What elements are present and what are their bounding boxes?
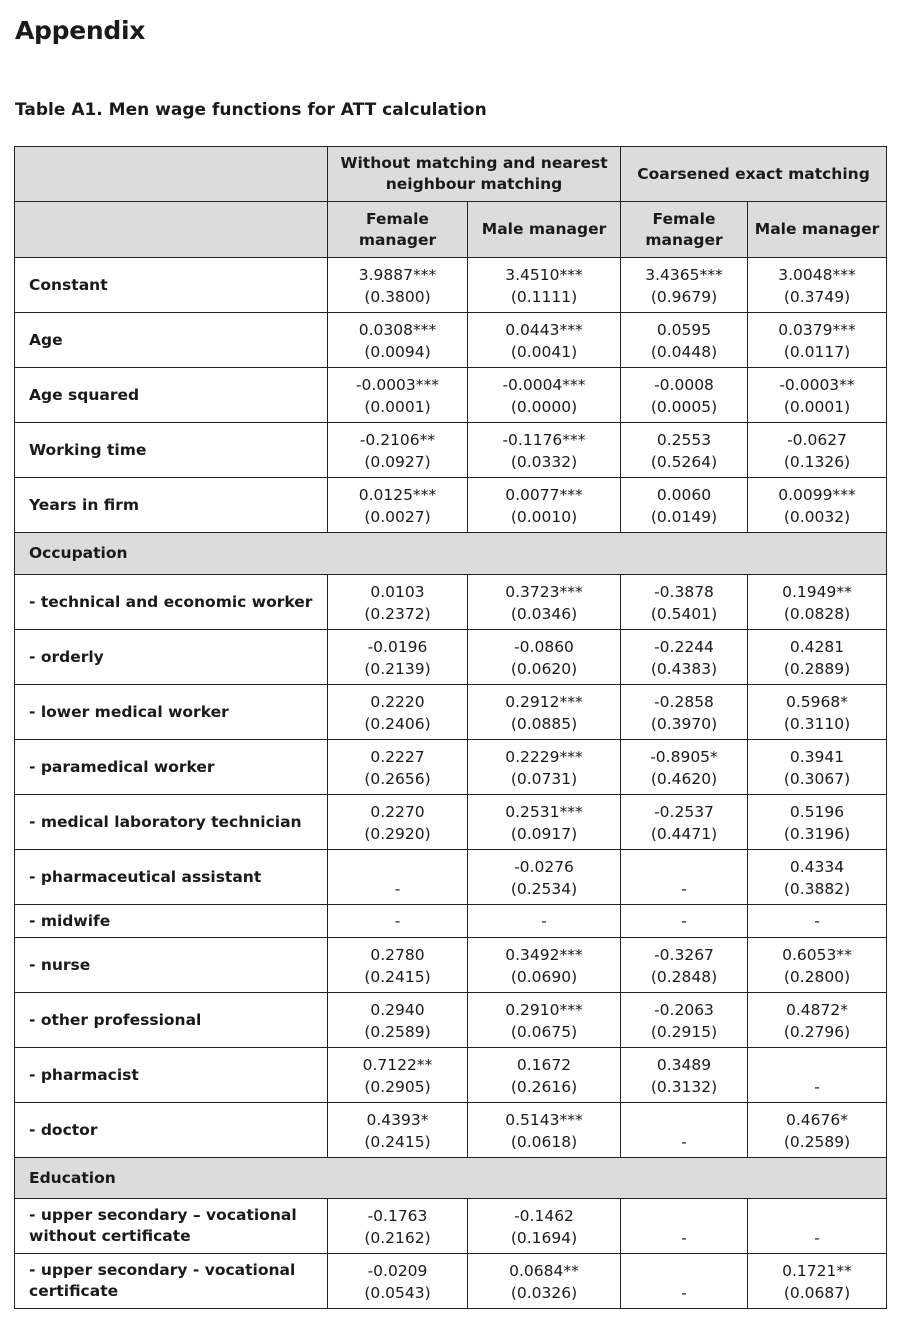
table-row [15,993,887,1048]
row-label: - paramedical worker [15,740,328,795]
standard-error: (0.2589) [783,1133,851,1151]
value-cell [748,1199,887,1254]
row-label: - upper secondary – vocational without certificate [15,1199,328,1254]
section-row [15,533,887,575]
value-cell [468,313,621,368]
standard-error: (0.0094) [364,343,431,361]
coefficient [328,856,467,878]
standard-error: (0.5401) [650,605,718,623]
standard-error: (0.4383) [650,660,718,678]
standard-error: (0.0543) [364,1284,431,1302]
value-cell [328,1103,468,1158]
coefficient: -0.0860 [514,638,574,656]
value-cell [468,258,621,313]
value-cell [748,850,887,905]
standard-error: (0.0346) [510,605,578,623]
value-cell: - [748,905,887,938]
row-label: Years in firm [15,478,328,533]
standard-error: (0.0005) [650,398,718,416]
value-cell [621,850,748,905]
coefficient: -0.0196 [367,638,428,656]
coefficient: -0.0627 [787,431,847,449]
coefficient: 0.2270 [370,803,425,821]
value-cell [748,478,887,533]
table-row [15,740,887,795]
coefficient: 0.4393* [366,1111,429,1129]
coefficient [621,856,747,878]
value-cell [621,685,748,740]
row-label: - medical laboratory technician [15,795,328,850]
subheader-female-manager: Female manager [621,202,748,258]
coefficient: -0.0003*** [355,376,440,394]
standard-error: (0.2796) [783,1023,851,1041]
standard-error: (0.0326) [510,1284,578,1302]
coefficient: 0.5968* [786,693,849,711]
coefficient: -0.2244 [654,638,714,656]
standard-error: - [681,1133,687,1151]
value-cell [468,740,621,795]
standard-error: (0.2616) [510,1078,578,1096]
value-cell [621,938,748,993]
coefficient: -0.1462 [514,1207,574,1225]
value-cell [748,1254,887,1309]
standard-error: (0.0620) [510,660,578,678]
table-row [15,1048,887,1103]
standard-error: (0.0117) [783,343,851,361]
standard-error: (0.0027) [364,508,431,526]
coefficient: 0.2229*** [505,748,583,766]
standard-error: (0.0001) [364,398,431,416]
page-heading: Appendix [15,16,146,45]
standard-error: (0.0041) [510,343,578,361]
value-cell [621,740,748,795]
coefficient: 0.0308*** [358,321,437,339]
standard-error: (0.3132) [650,1078,718,1096]
table-row [15,850,887,905]
coefficient: 0.2553 [656,431,712,449]
wage-functions-table [14,146,887,1309]
value-cell [621,478,748,533]
standard-error: (0.0687) [783,1284,851,1302]
standard-error: - [394,880,401,898]
coefficient: 0.0443*** [505,321,583,339]
value-cell [328,478,468,533]
coefficient: -0.8905* [650,748,718,766]
standard-error: (0.3196) [783,825,851,843]
value-cell [748,740,887,795]
value-cell [748,575,887,630]
standard-error: (0.2162) [364,1229,431,1247]
row-label: - nurse [15,938,328,993]
value-cell [748,1103,887,1158]
subheader-female-manager: Female manager [328,202,468,258]
standard-error: - [681,1229,687,1247]
standard-error: (0.0332) [510,453,578,471]
value-cell [621,423,748,478]
coefficient: -0.2063 [654,1001,714,1019]
standard-error: (0.3800) [364,288,431,306]
coefficient: 0.0060 [656,486,712,504]
standard-error: (0.2656) [364,770,431,788]
coefficient: 0.7122** [362,1056,433,1074]
value-cell [621,993,748,1048]
value-cell [468,1254,621,1309]
coefficient: 0.5196 [789,803,845,821]
coefficient: 0.0595 [656,321,712,339]
value-cell [468,368,621,423]
coefficient: -0.0004*** [502,376,586,394]
table-row [15,258,887,313]
row-label: - orderly [15,630,328,685]
standard-error: (0.2905) [364,1078,431,1096]
value-cell [328,993,468,1048]
standard-error: (0.2415) [364,1133,431,1151]
value-cell [621,575,748,630]
standard-error: (0.0675) [510,1023,578,1041]
coefficient: -0.1176*** [502,431,586,449]
value-cell [621,1199,748,1254]
coefficient: -0.1763 [367,1207,428,1225]
table-row [15,630,887,685]
coefficient: 3.4365*** [645,266,723,284]
standard-error: (0.2534) [510,880,578,898]
coefficient: 0.1721** [782,1262,852,1280]
table-row [15,313,887,368]
value-cell [328,850,468,905]
coefficient: 0.2531*** [505,803,583,821]
standard-error: (0.1694) [510,1229,578,1247]
standard-error: - [814,1078,820,1096]
coefficient: 0.2227 [370,748,425,766]
coefficient: 0.4676* [786,1111,849,1129]
subheader-male-manager: Male manager [468,202,621,258]
value-cell [748,795,887,850]
value-cell [328,575,468,630]
coefficient: -0.0209 [367,1262,428,1280]
standard-error: (0.0618) [510,1133,578,1151]
value-cell: - [328,905,468,938]
standard-error: (0.2406) [364,715,431,733]
standard-error: (0.2889) [783,660,851,678]
group-header-no-matching: Without matching and nearest neighbour matching [328,147,621,202]
table-row [15,685,887,740]
standard-error: - [814,1229,820,1247]
coefficient [621,1260,747,1282]
standard-error: (0.4620) [650,770,718,788]
standard-error: (0.1111) [510,288,578,306]
value-cell [328,313,468,368]
standard-error: (0.0000) [510,398,578,416]
coefficient: 0.3489 [656,1056,712,1074]
table-row [15,938,887,993]
value-cell [621,795,748,850]
coefficient: -0.2537 [654,803,714,821]
value-cell [468,478,621,533]
coefficient: 0.2220 [370,693,425,711]
value-cell [328,258,468,313]
value-cell [748,993,887,1048]
coefficient [748,1054,886,1076]
standard-error: (0.0032) [783,508,851,526]
table-row [15,423,887,478]
value-cell [748,423,887,478]
value-cell [748,938,887,993]
standard-error: (0.3749) [783,288,851,306]
standard-error: (0.0828) [783,605,851,623]
coefficient: 0.2910*** [505,1001,583,1019]
coefficient: 0.2912*** [505,693,583,711]
standard-error: (0.2848) [650,968,718,986]
standard-error: (0.2372) [364,605,431,623]
corner-subheader-cell [15,202,328,258]
value-cell [748,368,887,423]
section-label: Education [15,1158,887,1199]
group-header-cem: Coarsened exact matching [621,147,887,202]
standard-error: (0.3110) [783,715,851,733]
standard-error: (0.4471) [650,825,718,843]
row-label: - other professional [15,993,328,1048]
value-cell [468,850,621,905]
coefficient [621,1205,747,1227]
coefficient: 0.3492*** [505,946,583,964]
value-cell [328,1199,468,1254]
row-label: Age squared [15,368,328,423]
standard-error: (0.0010) [510,508,578,526]
row-label: - midwife [15,905,328,938]
row-label: - upper secondary - vocational certificate [15,1254,328,1309]
coefficient: -0.2858 [654,693,714,711]
value-cell [621,258,748,313]
value-cell [468,795,621,850]
value-cell [468,1199,621,1254]
value-cell [748,1048,887,1103]
standard-error: (0.2415) [364,968,431,986]
value-cell [328,630,468,685]
coefficient: 0.4281 [789,638,845,656]
row-label: - pharmaceutical assistant [15,850,328,905]
standard-error: (0.0927) [364,453,431,471]
table-row [15,478,887,533]
standard-error: (0.2920) [364,825,431,843]
standard-error: (0.3882) [783,880,851,898]
row-label: - pharmacist [15,1048,328,1103]
value-cell [468,993,621,1048]
value-cell [468,1048,621,1103]
value-cell [621,368,748,423]
coefficient: 0.4872* [786,1001,849,1019]
standard-error: - [681,880,687,898]
standard-error: (0.0690) [510,968,578,986]
coefficient: -0.3267 [654,946,714,964]
standard-error: (0.2800) [783,968,851,986]
value-cell [748,685,887,740]
value-cell [621,630,748,685]
coefficient: -0.0276 [514,858,574,876]
value-cell [328,1048,468,1103]
value-cell [748,313,887,368]
coefficient: -0.0008 [654,376,714,394]
coefficient: -0.0003** [779,376,855,394]
value-cell [748,258,887,313]
coefficient: -0.2106** [359,431,436,449]
coefficient: 0.4334 [789,858,845,876]
standard-error: (0.5264) [650,453,718,471]
standard-error: - [681,1284,687,1302]
coefficient: -0.3878 [654,583,714,601]
standard-error: (0.9679) [650,288,718,306]
row-label: - doctor [15,1103,328,1158]
standard-error: (0.2139) [364,660,431,678]
value-cell [328,1254,468,1309]
standard-error: (0.0149) [650,508,718,526]
standard-error: (0.0917) [510,825,578,843]
value-cell [468,423,621,478]
value-cell: - [468,905,621,938]
table-row [15,1103,887,1158]
coefficient: 3.9887*** [358,266,437,284]
coefficient: 0.0379*** [778,321,856,339]
section-label: Occupation [15,533,887,575]
standard-error: (0.2915) [650,1023,718,1041]
corner-header-cell [15,147,328,202]
value-cell [621,1048,748,1103]
row-label: - lower medical worker [15,685,328,740]
coefficient [748,1205,886,1227]
coefficient: 0.2940 [370,1001,425,1019]
value-cell [468,938,621,993]
coefficient: 0.0103 [370,583,425,601]
row-label: Age [15,313,328,368]
value-cell [328,795,468,850]
value-cell [328,368,468,423]
value-cell [621,313,748,368]
coefficient: 0.3723*** [505,583,583,601]
table-row [15,795,887,850]
subheader-male-manager: Male manager [748,202,887,258]
standard-error: (0.3970) [650,715,718,733]
coefficient: 0.0125*** [358,486,437,504]
value-cell [468,1103,621,1158]
coefficient [621,1109,747,1131]
value-cell [748,630,887,685]
coefficient: 0.1949** [782,583,852,601]
table-row [15,368,887,423]
row-label: - technical and economic worker [15,575,328,630]
coefficient: 3.4510*** [505,266,583,284]
table-caption: Table A1. Men wage functions for ATT calculation [15,100,487,120]
table-row [15,905,887,938]
standard-error: (0.0448) [650,343,718,361]
standard-error: (0.1326) [783,453,851,471]
standard-error: (0.0885) [510,715,578,733]
section-row [15,1158,887,1199]
value-cell [621,1103,748,1158]
coefficient: 0.0099*** [778,486,856,504]
row-label: Constant [15,258,328,313]
coefficient: 0.2780 [370,946,425,964]
coefficient: 3.0048*** [778,266,856,284]
coefficient: 0.5143*** [505,1111,583,1129]
coefficient: 0.3941 [789,748,845,766]
standard-error: (0.3067) [783,770,851,788]
value-cell [468,575,621,630]
value-cell [621,1254,748,1309]
standard-error: (0.2589) [364,1023,431,1041]
table-row [15,1254,887,1309]
coefficient: 0.6053** [782,946,852,964]
value-cell [328,740,468,795]
coefficient: 0.0684** [509,1262,579,1280]
standard-error: (0.0001) [783,398,851,416]
coefficient: 0.1672 [516,1056,572,1074]
value-cell [468,685,621,740]
value-cell [468,630,621,685]
table-row [15,1199,887,1254]
row-label: Working time [15,423,328,478]
value-cell [328,685,468,740]
table-row [15,575,887,630]
value-cell [328,423,468,478]
coefficient: 0.0077*** [505,486,583,504]
value-cell: - [621,905,748,938]
value-cell [328,938,468,993]
standard-error: (0.0731) [510,770,578,788]
